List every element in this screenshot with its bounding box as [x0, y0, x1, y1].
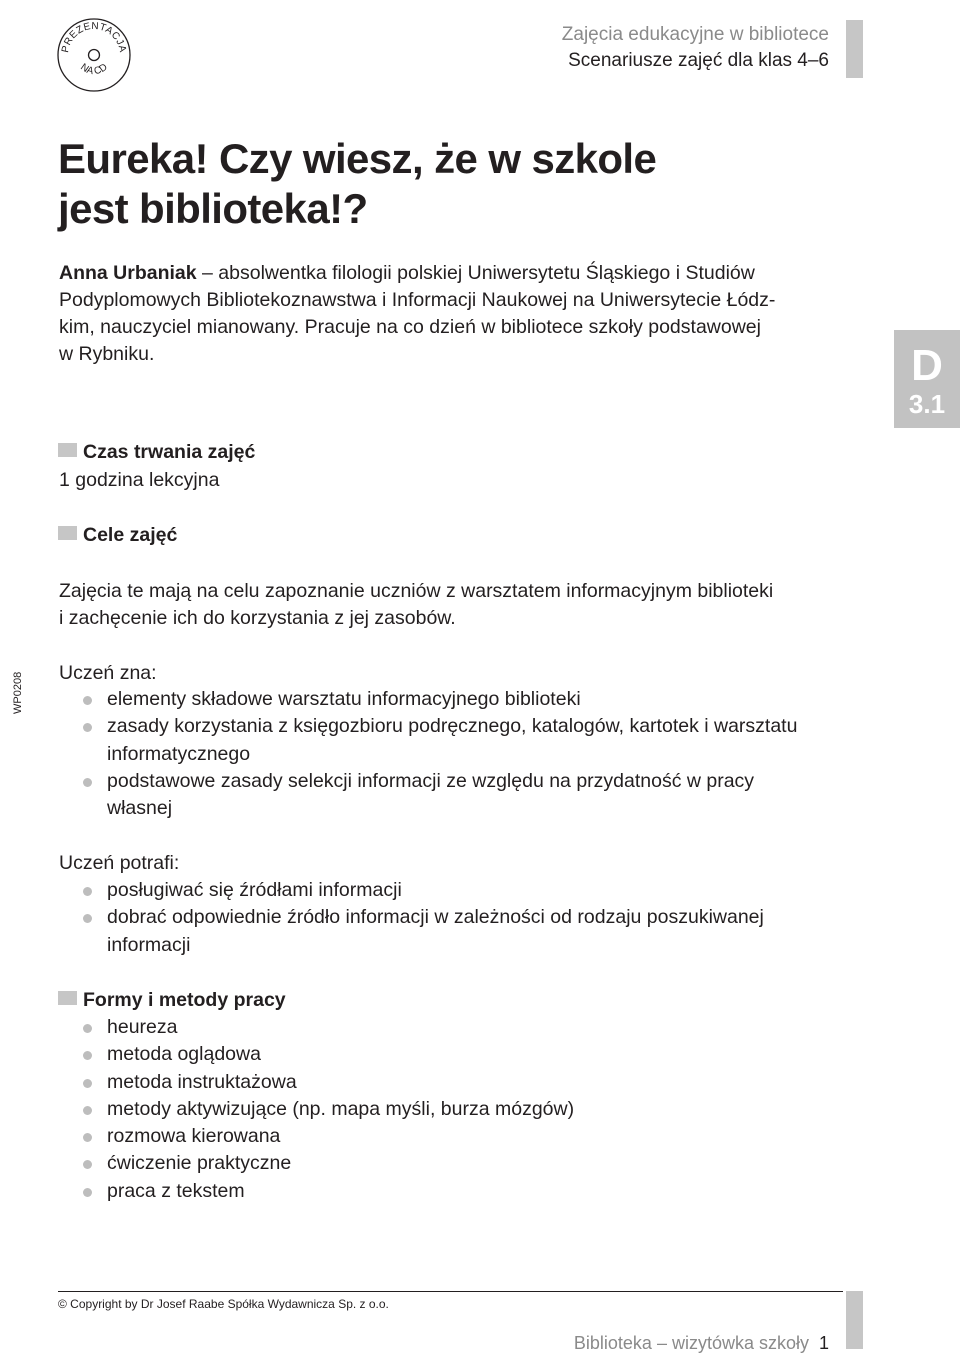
- chapter-letter: D: [911, 341, 943, 390]
- copyright-notice: © Copyright by Dr Josef Raabe Spółka Wydawnicza Sp. z o.o.: [58, 1297, 389, 1311]
- list-item-text: rozmowa kierowana: [107, 1125, 281, 1148]
- page-footer: [574, 1331, 829, 1355]
- list-item: [83, 686, 883, 713]
- list-item-text: metody aktywizujące (np. mapa myśli, burza mózgów): [107, 1097, 575, 1120]
- duration-heading-text: Czas trwania zajęć: [83, 441, 256, 463]
- page-header: [562, 22, 829, 74]
- knows-label: Uczeń zna:: [59, 662, 157, 684]
- author-bio: [59, 260, 869, 368]
- author-line-1-rest: – absolwentka filologii polskiej Uniwersytetu Śląskiego i Studiów: [196, 262, 755, 284]
- list-item: [83, 713, 883, 768]
- can-label: Uczeń potrafi:: [59, 852, 180, 874]
- header-subtitle: Scenariusze zajęć dla klas 4–6: [568, 50, 829, 71]
- knows-list: [83, 686, 883, 822]
- methods-list: [83, 1014, 883, 1205]
- cd-icon: [56, 17, 132, 93]
- list-item: [83, 1014, 883, 1041]
- header-bar: [846, 20, 863, 78]
- author-line-3: kim, nauczyciel mianowany. Pracuje na co dzień w bibliotece szkoły podstawowej: [59, 316, 761, 338]
- list-item-text: metoda instruktażowa: [107, 1070, 297, 1093]
- methods-heading-text: Formy i metody pracy: [83, 989, 286, 1011]
- section-marker-icon: [58, 991, 77, 1005]
- goals-line-2: i zachęcenie ich do korzystania z jej zasobów.: [59, 607, 456, 629]
- list-item-text: posługiwać się źródłami informacji: [107, 879, 402, 901]
- header-series: Zajęcia edukacyjne w bibliotece: [561, 24, 829, 45]
- cd-presentation-badge: [56, 17, 132, 93]
- list-item-text-continued: informacji: [107, 933, 191, 956]
- chapter-number: 3.1: [908, 389, 946, 419]
- list-item: [83, 1178, 883, 1205]
- title-line-2: jest biblioteka!?: [58, 185, 368, 232]
- list-item: [83, 1069, 883, 1096]
- footer-divider: [58, 1291, 843, 1292]
- list-item-text: elementy składowe warsztatu informacyjnego biblioteki: [107, 688, 581, 710]
- list-item-text-continued: informatycznego: [107, 742, 251, 765]
- duration-value: 1 godzina lekcyjna: [59, 469, 220, 491]
- section-marker-icon: [58, 526, 77, 540]
- author-line-4: w Rybniku.: [59, 343, 155, 365]
- list-item: [83, 1123, 883, 1150]
- can-list: [83, 877, 883, 959]
- product-code: WP0208: [12, 671, 24, 714]
- list-item: [83, 768, 883, 823]
- goals-heading: [58, 522, 177, 548]
- svg-text:PREZENTACJA: [60, 21, 128, 54]
- badge-text-top: PREZENTACJA: [60, 20, 128, 54]
- section-marker-icon: [58, 443, 77, 457]
- methods-heading: [58, 987, 286, 1013]
- page-title: [58, 134, 818, 234]
- list-item-text: heureza: [107, 1016, 178, 1038]
- author-line-2: Podyplomowych Bibliotekoznawstwa i Informacji Naukowej na Uniwersytecie Łódz-: [59, 289, 776, 311]
- list-item: [83, 1096, 883, 1123]
- list-item-text: podstawowe zasady selekcji informacji ze względu na przydatność w pracy: [107, 769, 755, 792]
- author-name: Anna Urbaniak: [59, 262, 197, 284]
- footer-bar: [846, 1291, 863, 1349]
- svg-text:NA CD: [78, 62, 109, 77]
- author-line-1: [59, 260, 869, 287]
- list-item-text: praca z tekstem: [107, 1179, 245, 1202]
- title-line-1: Eureka! Czy wiesz, że w szkole: [58, 135, 657, 182]
- list-item: [83, 877, 883, 904]
- list-item-text-continued: własnej: [107, 797, 173, 820]
- duration-heading: [58, 439, 255, 465]
- badge-text-bottom: NA CD: [78, 61, 110, 78]
- goals-line-1: Zajęcia te mają na celu zapoznanie uczniów z warsztatem informacyjnym biblioteki: [59, 580, 774, 602]
- list-item: [83, 1150, 883, 1177]
- goals-heading-text: Cele zajęć: [83, 524, 178, 546]
- chapter-tab: [894, 330, 960, 428]
- list-item-text: ćwiczenie praktyczne: [107, 1152, 292, 1175]
- list-item-text: dobrać odpowiednie źródło informacji w zależności od rodzaju poszukiwanej: [107, 906, 764, 929]
- list-item: [83, 904, 883, 959]
- page-number: 1: [818, 1333, 829, 1353]
- list-item: [83, 1041, 883, 1068]
- list-item-text: metoda oglądowa: [107, 1043, 261, 1066]
- footer-book-title: Biblioteka – wizytówka szkoły: [573, 1333, 809, 1353]
- list-item-text: zasady korzystania z księgozbioru podręcznego, katalogów, kartotek i warsztatu: [107, 715, 798, 738]
